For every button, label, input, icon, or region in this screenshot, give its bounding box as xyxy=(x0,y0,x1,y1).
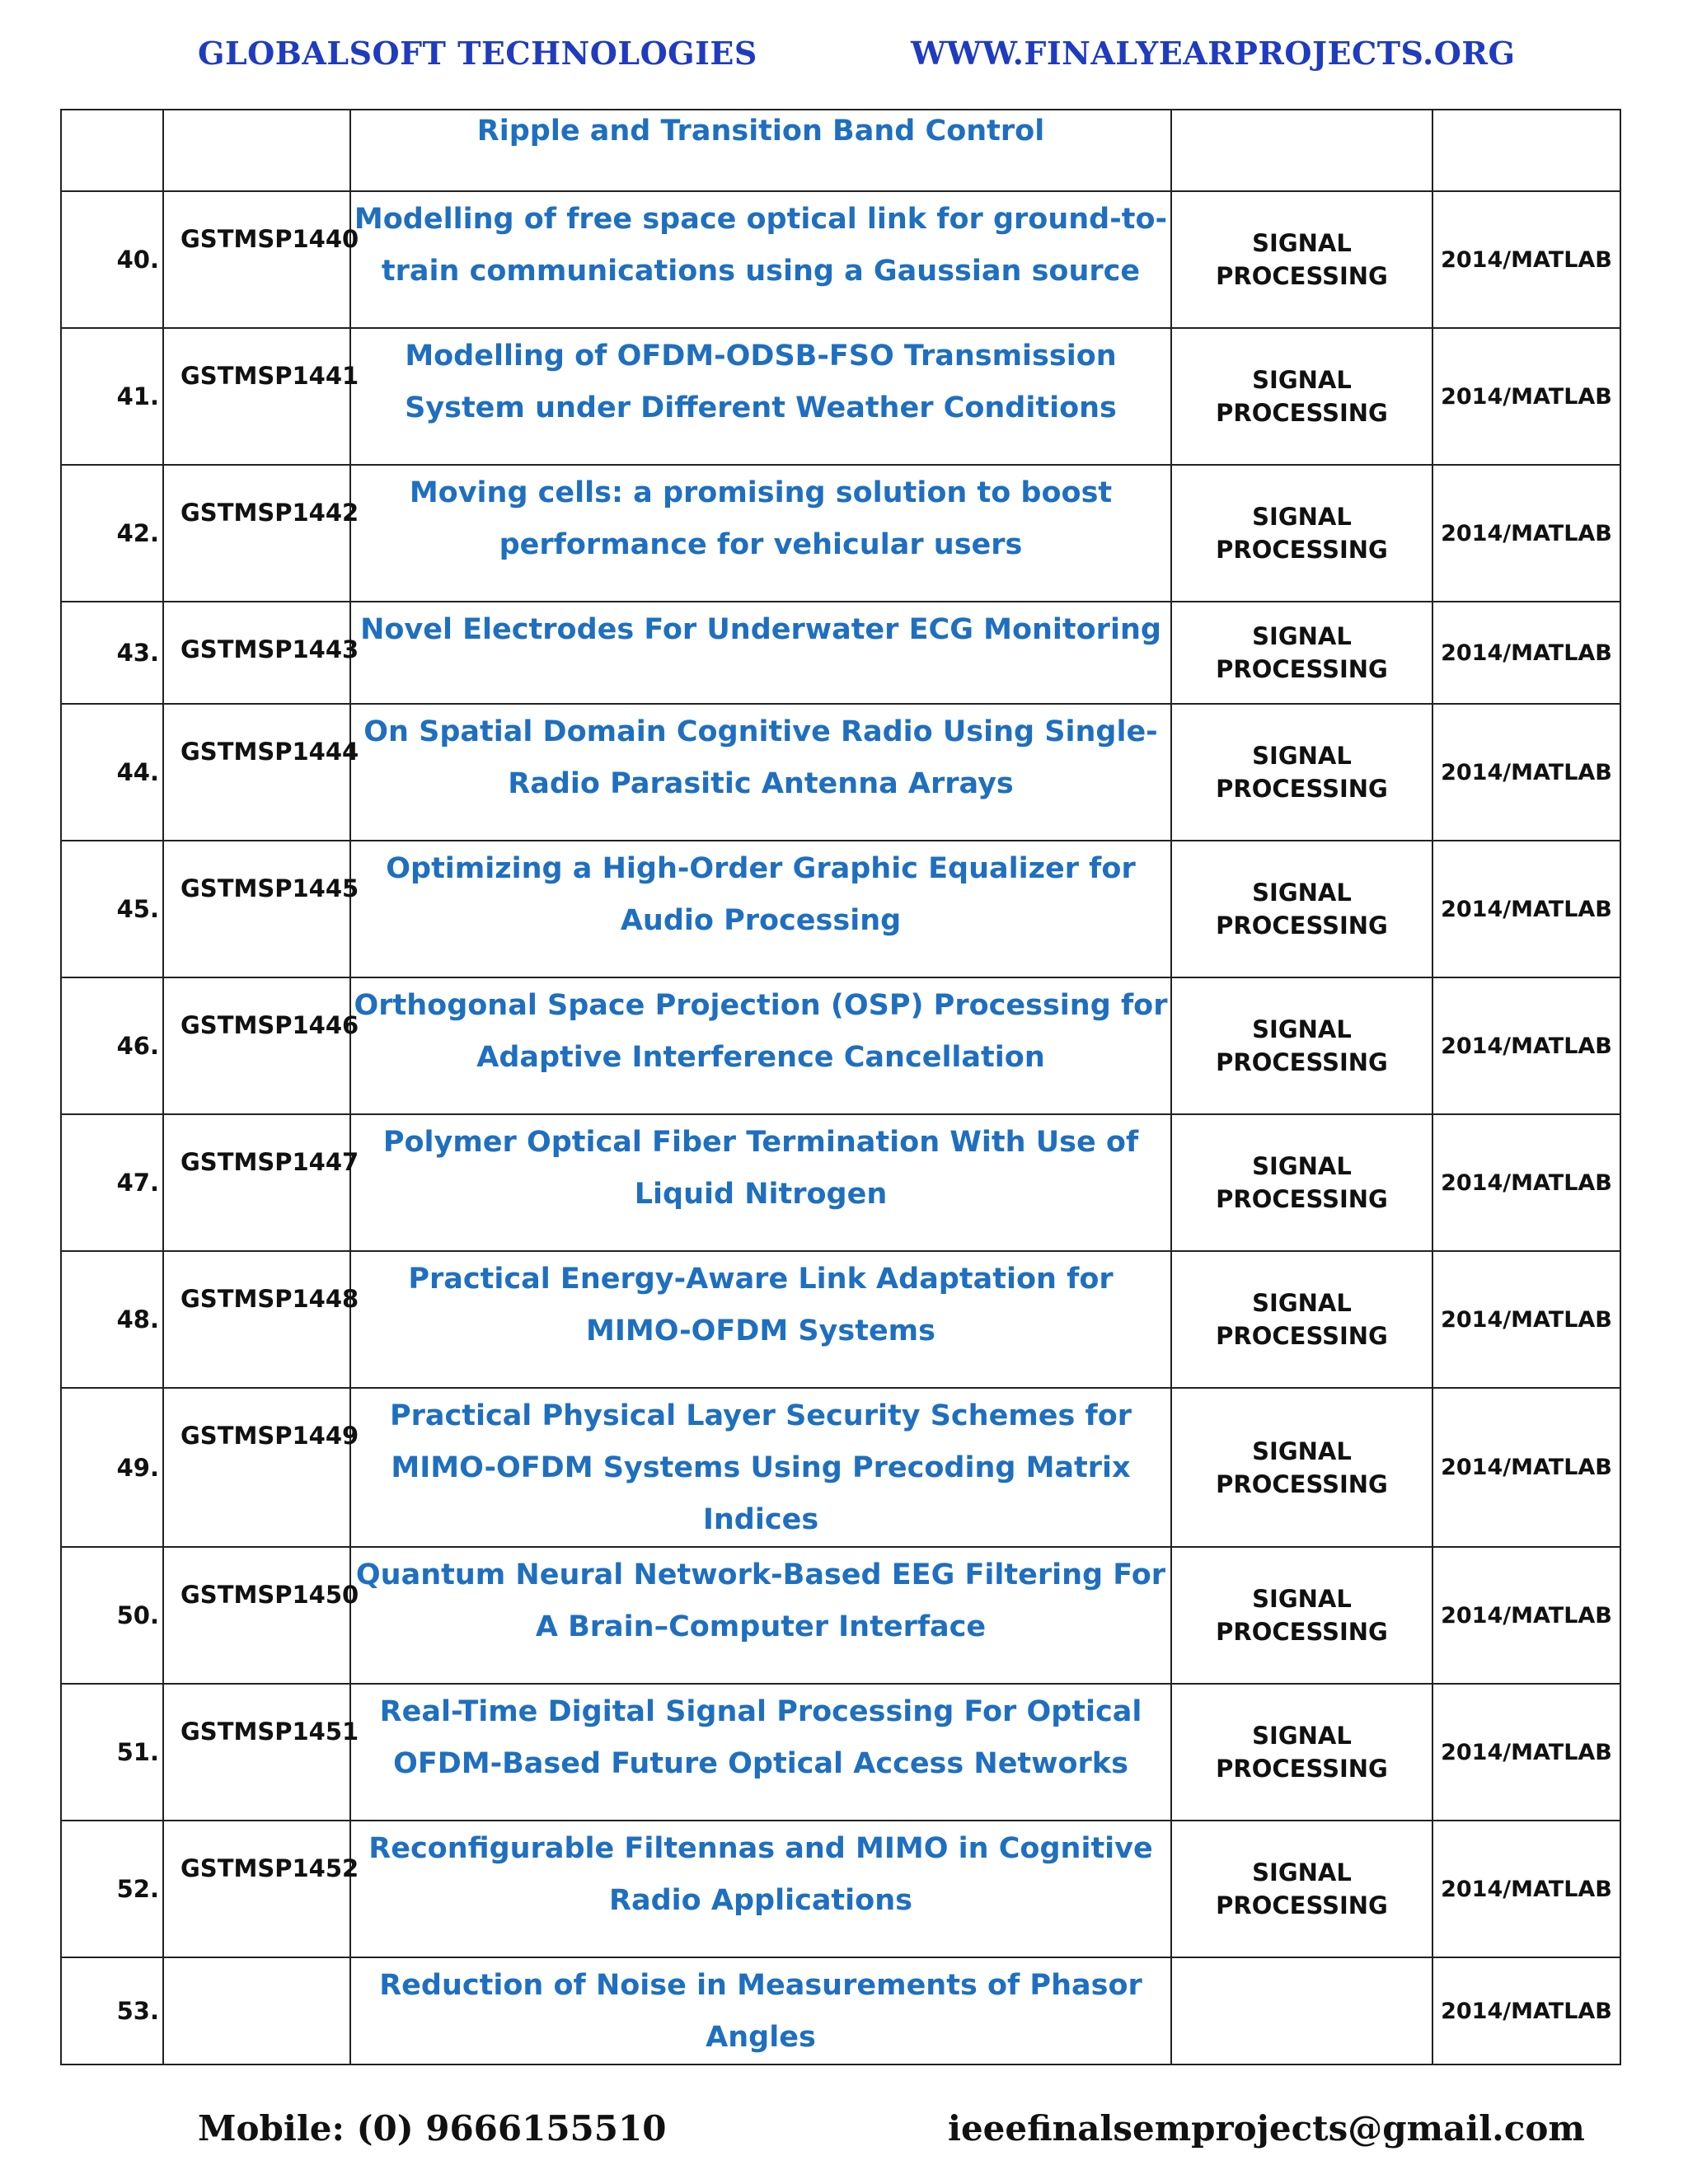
table-row xyxy=(61,1684,1620,1821)
project-code: GSTMSP1442 xyxy=(163,465,350,602)
row-number: 44. xyxy=(61,704,163,841)
project-title: Modelling of OFDM-ODSB-FSO Transmission System under Different Weather Conditions xyxy=(350,328,1171,465)
project-domain: SIGNAL PROCESSING xyxy=(1171,602,1432,704)
project-domain: SIGNAL PROCESSING xyxy=(1171,328,1432,465)
project-title: Orthogonal Space Projection (OSP) Processing for Adaptive Interference Cancellation xyxy=(350,977,1171,1114)
project-title: Reconfigurable Filtennas and MIMO in Cognitive Radio Applications xyxy=(350,1821,1171,1957)
project-year: 2014/MATLAB xyxy=(1432,704,1620,841)
row-number: 47. xyxy=(61,1114,163,1251)
project-code: GSTMSP1450 xyxy=(163,1547,350,1684)
project-code: GSTMSP1449 xyxy=(163,1388,350,1547)
project-domain: SIGNAL PROCESSING xyxy=(1171,841,1432,977)
row-number: 53. xyxy=(61,1957,163,2064)
project-year: 2014/MATLAB xyxy=(1432,1388,1620,1547)
table-row xyxy=(61,602,1620,704)
contact-email: ieeefinalsemprojects@gmail.com xyxy=(948,2108,1585,2149)
project-domain: SIGNAL PROCESSING xyxy=(1171,1684,1432,1821)
project-domain: SIGNAL PROCESSING xyxy=(1171,1388,1432,1547)
row-number: 51. xyxy=(61,1684,163,1821)
website-url: WWW.FINALYEARPROJECTS.ORG xyxy=(911,35,1516,72)
project-title: Quantum Neural Network-Based EEG Filtering For A Brain–Computer Interface xyxy=(350,1547,1171,1684)
project-domain: SIGNAL PROCESSING xyxy=(1171,1251,1432,1388)
project-title: Reduction of Noise in Measurements of Phasor Angles xyxy=(350,1957,1171,2064)
company-name: GLOBALSOFT TECHNOLOGIES xyxy=(198,35,757,72)
project-code: GSTMSP1443 xyxy=(163,602,350,704)
mobile-number: Mobile: (0) 9666155510 xyxy=(198,2108,667,2149)
project-title: Ripple and Transition Band Control xyxy=(350,110,1171,191)
project-code: GSTMSP1448 xyxy=(163,1251,350,1388)
project-domain: SIGNAL PROCESSING xyxy=(1171,1547,1432,1684)
project-code: GSTMSP1445 xyxy=(163,841,350,977)
table-row xyxy=(61,191,1620,328)
project-code xyxy=(163,1957,350,2064)
project-year: 2014/MATLAB xyxy=(1432,191,1620,328)
project-title: Practical Energy-Aware Link Adaptation for MIMO-OFDM Systems xyxy=(350,1251,1171,1388)
project-code: GSTMSP1452 xyxy=(163,1821,350,1957)
project-title: Polymer Optical Fiber Termination With Use of Liquid Nitrogen xyxy=(350,1114,1171,1251)
project-year: 2014/MATLAB xyxy=(1432,841,1620,977)
project-domain: SIGNAL PROCESSING xyxy=(1171,704,1432,841)
project-title: On Spatial Domain Cognitive Radio Using Single-Radio Parasitic Antenna Arrays xyxy=(350,704,1171,841)
project-domain: SIGNAL PROCESSING xyxy=(1171,1821,1432,1957)
row-number: 50. xyxy=(61,1547,163,1684)
row-number: 41. xyxy=(61,328,163,465)
row-number: 52. xyxy=(61,1821,163,1957)
row-number: 46. xyxy=(61,977,163,1114)
table-row xyxy=(61,1251,1620,1388)
project-title: Practical Physical Layer Security Schemes for MIMO-OFDM Systems Using Precoding Matrix Indices xyxy=(350,1388,1171,1547)
project-code: GSTMSP1440 xyxy=(163,191,350,328)
project-code: GSTMSP1447 xyxy=(163,1114,350,1251)
project-year: 2014/MATLAB xyxy=(1432,465,1620,602)
project-domain: SIGNAL PROCESSING xyxy=(1171,191,1432,328)
project-code: GSTMSP1441 xyxy=(163,328,350,465)
row-number: 43. xyxy=(61,602,163,704)
table-row xyxy=(61,465,1620,602)
table-row xyxy=(61,977,1620,1114)
project-year xyxy=(1432,110,1620,191)
project-year: 2014/MATLAB xyxy=(1432,328,1620,465)
project-domain: SIGNAL PROCESSING xyxy=(1171,1114,1432,1251)
project-year: 2014/MATLAB xyxy=(1432,1821,1620,1957)
project-domain xyxy=(1171,1957,1432,2064)
page-header xyxy=(0,35,1688,84)
table-row xyxy=(61,328,1620,465)
project-title: Real-Time Digital Signal Processing For Optical OFDM-Based Future Optical Access Networks xyxy=(350,1684,1171,1821)
row-number: 48. xyxy=(61,1251,163,1388)
row-number: 40. xyxy=(61,191,163,328)
row-number: 45. xyxy=(61,841,163,977)
project-title: Optimizing a High-Order Graphic Equalizer for Audio Processing xyxy=(350,841,1171,977)
project-year: 2014/MATLAB xyxy=(1432,1114,1620,1251)
row-number xyxy=(61,110,163,191)
table-row xyxy=(61,110,1620,191)
project-code: GSTMSP1446 xyxy=(163,977,350,1114)
project-domain: SIGNAL PROCESSING xyxy=(1171,465,1432,602)
project-code: GSTMSP1444 xyxy=(163,704,350,841)
projects-table xyxy=(60,109,1621,2065)
project-year: 2014/MATLAB xyxy=(1432,1957,1620,2064)
table-row xyxy=(61,704,1620,841)
project-year: 2014/MATLAB xyxy=(1432,1251,1620,1388)
project-title: Novel Electrodes For Underwater ECG Monitoring xyxy=(350,602,1171,704)
table-row xyxy=(61,1114,1620,1251)
project-year: 2014/MATLAB xyxy=(1432,1684,1620,1821)
project-year: 2014/MATLAB xyxy=(1432,1547,1620,1684)
table-row xyxy=(61,1388,1620,1547)
project-title: Modelling of free space optical link for ground-to-train communications using a Gaussian source xyxy=(350,191,1171,328)
project-code: GSTMSP1451 xyxy=(163,1684,350,1821)
project-year: 2014/MATLAB xyxy=(1432,602,1620,704)
project-title: Moving cells: a promising solution to boost performance for vehicular users xyxy=(350,465,1171,602)
project-year: 2014/MATLAB xyxy=(1432,977,1620,1114)
project-code xyxy=(163,110,350,191)
table-row xyxy=(61,1957,1620,2064)
project-domain xyxy=(1171,110,1432,191)
row-number: 49. xyxy=(61,1388,163,1547)
table-row xyxy=(61,1547,1620,1684)
table-row xyxy=(61,841,1620,977)
table-row xyxy=(61,1821,1620,1957)
row-number: 42. xyxy=(61,465,163,602)
project-domain: SIGNAL PROCESSING xyxy=(1171,977,1432,1114)
